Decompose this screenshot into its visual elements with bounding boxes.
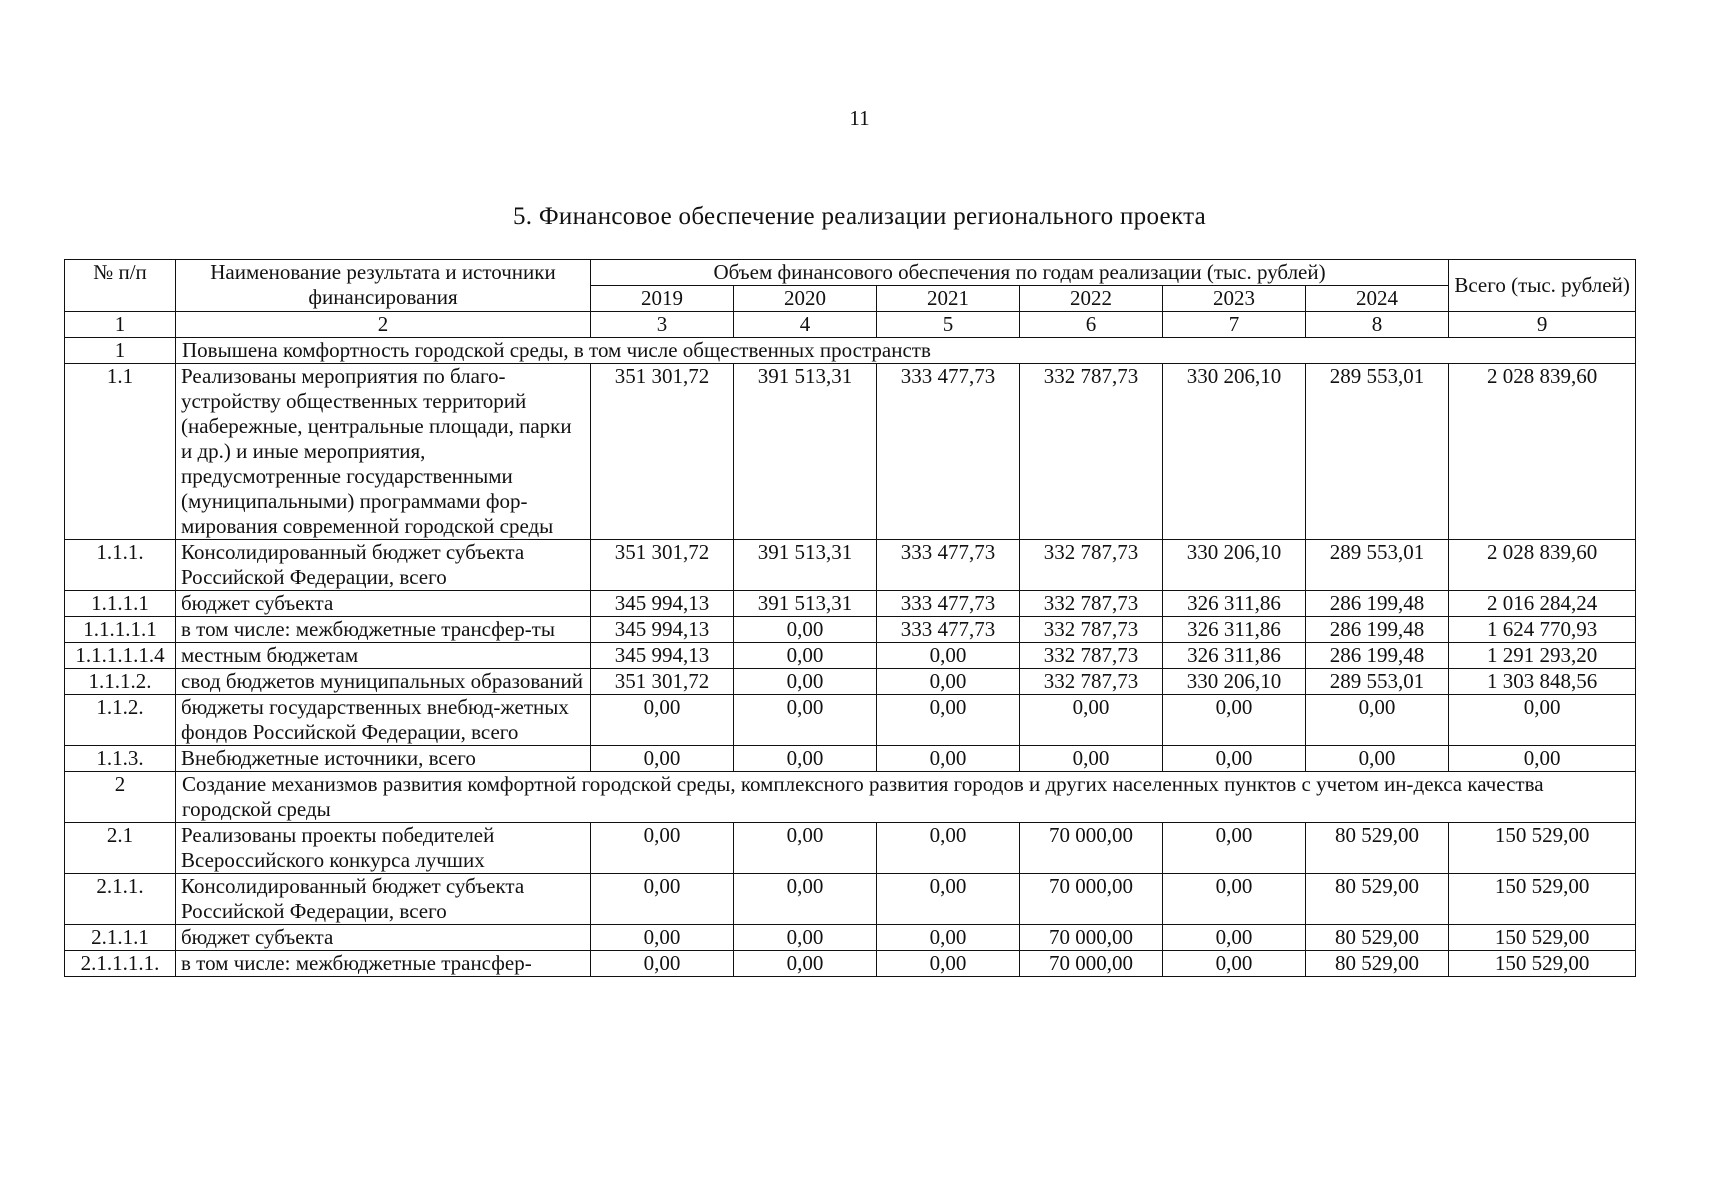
row-number: 2.1.1.1 [65, 925, 176, 951]
section-row [65, 772, 1636, 823]
header-year: 2019 [591, 286, 734, 312]
table-row [65, 591, 1636, 617]
year-value: 326 311,86 [1163, 617, 1306, 643]
total-value: 150 529,00 [1449, 951, 1636, 977]
row-number: 1.1.1. [65, 540, 176, 591]
table-row [65, 643, 1636, 669]
table-row [65, 951, 1636, 977]
total-value: 1 291 293,20 [1449, 643, 1636, 669]
year-value: 0,00 [877, 643, 1020, 669]
header-years-group: Объем финансового обеспечения по годам реализации (тыс. рублей) [591, 260, 1449, 286]
year-value: 0,00 [734, 643, 877, 669]
total-value: 2 028 839,60 [1449, 540, 1636, 591]
year-value: 0,00 [877, 695, 1020, 746]
header-year: 2023 [1163, 286, 1306, 312]
row-number: 2 [65, 772, 176, 823]
row-number: 1.1.1.1.1 [65, 617, 176, 643]
year-value: 286 199,48 [1306, 643, 1449, 669]
year-value: 0,00 [734, 617, 877, 643]
row-name: Внебюджетные источники, всего [176, 746, 591, 772]
year-value: 0,00 [591, 925, 734, 951]
column-number: 8 [1306, 312, 1449, 338]
year-value: 345 994,13 [591, 591, 734, 617]
column-number: 7 [1163, 312, 1306, 338]
row-number: 2.1.1. [65, 874, 176, 925]
year-value: 351 301,72 [591, 540, 734, 591]
year-value: 0,00 [877, 669, 1020, 695]
year-value: 0,00 [591, 823, 734, 874]
header-name: Наименование результата и источники финансирования [176, 260, 591, 312]
column-number: 2 [176, 312, 591, 338]
year-value: 391 513,31 [734, 591, 877, 617]
year-value: 0,00 [591, 746, 734, 772]
year-value: 0,00 [1163, 823, 1306, 874]
year-value: 0,00 [877, 874, 1020, 925]
year-value: 70 000,00 [1020, 951, 1163, 977]
header-total: Всего (тыс. рублей) [1449, 260, 1636, 312]
column-number: 5 [877, 312, 1020, 338]
year-value: 289 553,01 [1306, 540, 1449, 591]
total-value: 0,00 [1449, 695, 1636, 746]
year-value: 0,00 [1020, 746, 1163, 772]
year-value: 333 477,73 [877, 591, 1020, 617]
row-name: в том числе: межбюджетные трансфер- [176, 951, 591, 977]
year-value: 0,00 [1306, 746, 1449, 772]
year-value: 0,00 [1163, 925, 1306, 951]
row-number: 2.1 [65, 823, 176, 874]
row-name: Реализованы мероприятия по благо-устройству общественных территорий (набережные, центральные площади, парки и др.) и иные мероприятия, предусмотренные государственными (муниципальными) программами фор-мирования современной городской среды [176, 364, 591, 540]
year-value: 345 994,13 [591, 643, 734, 669]
year-value: 0,00 [734, 746, 877, 772]
table-row [65, 695, 1636, 746]
table-row [65, 925, 1636, 951]
table-body [65, 260, 1636, 977]
year-value: 351 301,72 [591, 364, 734, 540]
year-value: 332 787,73 [1020, 591, 1163, 617]
row-name: бюджет субъекта [176, 591, 591, 617]
year-value: 0,00 [1306, 695, 1449, 746]
row-number: 1.1.3. [65, 746, 176, 772]
page-number: 11 [849, 106, 870, 130]
year-value: 0,00 [591, 695, 734, 746]
year-value: 0,00 [877, 823, 1020, 874]
year-value: 0,00 [734, 669, 877, 695]
year-value: 289 553,01 [1306, 669, 1449, 695]
year-value: 326 311,86 [1163, 643, 1306, 669]
year-value: 0,00 [734, 874, 877, 925]
header-year: 2022 [1020, 286, 1163, 312]
row-name: бюджеты государственных внебюд-жетных фондов Российской Федерации, всего [176, 695, 591, 746]
header-year: 2024 [1306, 286, 1449, 312]
financing-table [64, 259, 1636, 977]
row-name: местным бюджетам [176, 643, 591, 669]
year-value: 333 477,73 [877, 540, 1020, 591]
row-number: 1.1.1.1.1.4 [65, 643, 176, 669]
table-row [65, 746, 1636, 772]
year-value: 333 477,73 [877, 617, 1020, 643]
year-value: 0,00 [1163, 951, 1306, 977]
year-value: 391 513,31 [734, 540, 877, 591]
year-value: 0,00 [1163, 746, 1306, 772]
year-value: 286 199,48 [1306, 591, 1449, 617]
year-value: 332 787,73 [1020, 617, 1163, 643]
row-name: свод бюджетов муниципальных образований [176, 669, 591, 695]
year-value: 0,00 [1020, 695, 1163, 746]
year-value: 286 199,48 [1306, 617, 1449, 643]
table-row [65, 617, 1636, 643]
year-value: 80 529,00 [1306, 874, 1449, 925]
total-value: 150 529,00 [1449, 874, 1636, 925]
column-number: 1 [65, 312, 176, 338]
total-value: 150 529,00 [1449, 823, 1636, 874]
year-value: 0,00 [877, 925, 1020, 951]
year-value: 80 529,00 [1306, 925, 1449, 951]
year-value: 345 994,13 [591, 617, 734, 643]
row-number: 1.1 [65, 364, 176, 540]
section-title: Создание механизмов развития комфортной городской среды, комплексного развития городов и других населенных пунктов с учетом ин-декса качества городской среды [176, 772, 1636, 823]
section-row [65, 338, 1636, 364]
column-number: 9 [1449, 312, 1636, 338]
column-number: 4 [734, 312, 877, 338]
year-value: 80 529,00 [1306, 951, 1449, 977]
year-value: 326 311,86 [1163, 591, 1306, 617]
year-value: 0,00 [591, 951, 734, 977]
row-number: 1 [65, 338, 176, 364]
section-title: Повышена комфортность городской среды, в том числе общественных пространств [176, 338, 1636, 364]
total-value: 1 303 848,56 [1449, 669, 1636, 695]
year-value: 332 787,73 [1020, 643, 1163, 669]
year-value: 70 000,00 [1020, 823, 1163, 874]
table-row [65, 364, 1636, 540]
total-value: 2 028 839,60 [1449, 364, 1636, 540]
row-number: 1.1.1.1 [65, 591, 176, 617]
year-value: 70 000,00 [1020, 874, 1163, 925]
year-value: 0,00 [591, 874, 734, 925]
row-name: Консолидированный бюджет субъекта Российской Федерации, всего [176, 874, 591, 925]
header-year: 2020 [734, 286, 877, 312]
year-value: 391 513,31 [734, 364, 877, 540]
year-value: 0,00 [1163, 874, 1306, 925]
column-number: 3 [591, 312, 734, 338]
row-number: 1.1.2. [65, 695, 176, 746]
total-value: 150 529,00 [1449, 925, 1636, 951]
table-row [65, 540, 1636, 591]
year-value: 330 206,10 [1163, 540, 1306, 591]
year-value: 332 787,73 [1020, 669, 1163, 695]
year-value: 0,00 [734, 951, 877, 977]
year-value: 0,00 [877, 746, 1020, 772]
table-row [65, 669, 1636, 695]
row-name: Консолидированный бюджет субъекта Российской Федерации, всего [176, 540, 591, 591]
row-number: 1.1.1.2. [65, 669, 176, 695]
row-number: 2.1.1.1.1. [65, 951, 176, 977]
column-number: 6 [1020, 312, 1163, 338]
year-value: 70 000,00 [1020, 925, 1163, 951]
year-value: 289 553,01 [1306, 364, 1449, 540]
table-row [65, 823, 1636, 874]
total-value: 2 016 284,24 [1449, 591, 1636, 617]
year-value: 351 301,72 [591, 669, 734, 695]
row-name: бюджет субъекта [176, 925, 591, 951]
header-row-1 [65, 260, 1636, 286]
total-value: 1 624 770,93 [1449, 617, 1636, 643]
row-name: Реализованы проекты победителей Всероссийского конкурса лучших [176, 823, 591, 874]
table-row [65, 874, 1636, 925]
row-name: в том числе: межбюджетные трансфер-ты [176, 617, 591, 643]
year-value: 333 477,73 [877, 364, 1020, 540]
total-value: 0,00 [1449, 746, 1636, 772]
page-title: 5. Финансовое обеспечение реализации регионального проекта [512, 203, 1206, 230]
year-value: 0,00 [734, 823, 877, 874]
year-value: 0,00 [734, 695, 877, 746]
header-year: 2021 [877, 286, 1020, 312]
header-no: № п/п [65, 260, 176, 312]
year-value: 330 206,10 [1163, 364, 1306, 540]
year-value: 0,00 [877, 951, 1020, 977]
year-value: 0,00 [1163, 695, 1306, 746]
year-value: 0,00 [734, 925, 877, 951]
year-value: 332 787,73 [1020, 540, 1163, 591]
year-value: 332 787,73 [1020, 364, 1163, 540]
header-column-numbers [65, 312, 1636, 338]
year-value: 80 529,00 [1306, 823, 1449, 874]
year-value: 330 206,10 [1163, 669, 1306, 695]
